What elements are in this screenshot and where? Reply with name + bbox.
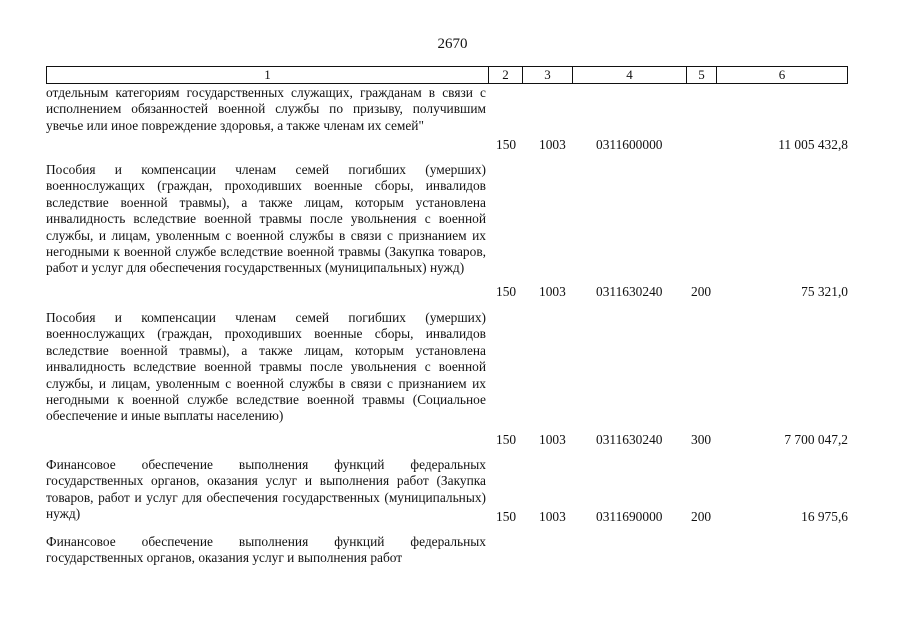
row-col-6: 11 005 432,8 [778,137,848,152]
row-col-6: 16 975,6 [801,509,848,524]
row-col-5: 200 [691,509,712,524]
row-description: Пособия и компенсации членам семей погибших (умерших) военнослужащих (граждан, проходивших военные сборы, инвалидов вследствие военной травмы), а также лицам, которым установлена инвалидность вследствие военной травмы после увольнения с военной службы, и лицам, уволенным с военной службы в связи с признанием их негодными к военной службе вследствие военной травмы (Социальное обеспечение и иные выплаты населению) [46,310,486,424]
table-row [46,85,848,155]
page-number: 2670 [437,36,468,52]
table-row [46,310,848,450]
row-col-2: 150 [496,432,517,447]
table-row [46,162,848,302]
column-header-3: 3 [523,67,573,83]
row-col-3: 1003 [539,509,566,524]
row-col-3: 1003 [539,137,566,152]
row-col-4: 0311690000 [596,509,663,524]
row-col-6: 7 700 047,2 [784,432,848,447]
row-col-2: 150 [496,509,517,524]
row-description: Пособия и компенсации членам семей погибших (умерших) военнослужащих (граждан, проходивших военные сборы, инвалидов вследствие военной травмы), а также лицам, которым установлена инвалидность вследствие военной травмы после увольнения с военной службы, и лицам, уволенным с военной службы в связи с признанием их негодными к военной службе вследствие военной травмы (Закупка товаров, работ и услуг для обеспечения государственных (муниципальных) нужд) [46,162,486,276]
row-col-3: 1003 [539,284,566,299]
table-row [46,457,848,527]
column-header-4: 4 [573,67,687,83]
column-header-5: 5 [687,67,717,83]
row-col-4: 0311630240 [596,284,663,299]
column-header-2: 2 [489,67,523,83]
row-description: отдельным категориям государственных служащих, гражданам в связи с исполнением обязанностей военной службы по призыву, получившим увечье или иное повреждение здоровья, а также членам их семей" [46,85,486,133]
row-col-2: 150 [496,284,517,299]
row-col-6: 75 321,0 [801,284,848,299]
table-header-row [46,66,848,84]
table-row [46,534,848,574]
column-header-6: 6 [778,67,786,82]
row-col-4: 0311630240 [596,432,663,447]
row-col-4: 0311600000 [596,137,663,152]
row-col-5: 200 [691,284,712,299]
row-description: Финансовое обеспечение выполнения функций федеральных государственных органов, оказания услуг и выполнения работ [46,534,486,566]
row-col-3: 1003 [539,432,566,447]
row-col-2: 150 [496,137,517,152]
row-col-5: 300 [691,432,712,447]
row-description: Финансовое обеспечение выполнения функций федеральных государственных органов, оказания услуг и выполнения работ (Закупка товаров, работ и услуг для обеспечения государственных (муниципальных) нужд) [46,457,486,522]
column-header-1: 1 [47,67,489,83]
